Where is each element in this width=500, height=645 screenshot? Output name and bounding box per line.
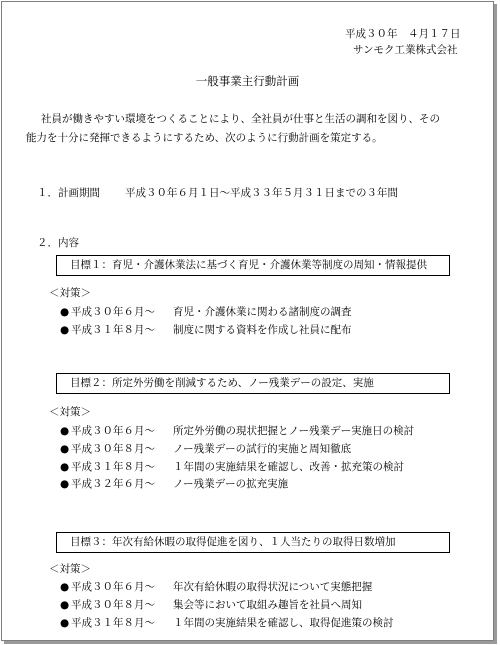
goal-1-box: 目標１：育児・介護休業法に基づく育児・介護休業等制度の周知・情報提供 [56, 255, 450, 276]
bullet-icon: ● [60, 443, 70, 455]
goal-3-measures-label: ＜対策＞ [49, 563, 91, 575]
list-item [60, 582, 372, 593]
measure-start: 平成３０年６月～ [71, 306, 155, 318]
goal-3-box: 目標３：年次有給休暇の取得促進を図り、１人当たりの取得日数増加 [56, 532, 450, 553]
contents-heading: ２．内容 [37, 237, 79, 249]
goal-2-measures-label: ＜対策＞ [49, 406, 91, 418]
bullet-icon: ● [60, 617, 70, 629]
list-item [60, 444, 351, 455]
list-item [60, 600, 362, 611]
bullet-icon: ● [60, 599, 70, 611]
list-item [60, 618, 394, 629]
measure-text: ノー残業デーの拡充実施 [173, 478, 289, 490]
plan-period [37, 188, 398, 199]
intro-line-1: 社員が働きやすい環境をつくることにより、全社員が仕事と生活の調和を図り、その [41, 113, 440, 125]
list-item [60, 325, 352, 336]
measure-text: ノー残業デーの試行的実施と周知徹底 [173, 443, 352, 455]
list-item [60, 307, 352, 318]
bullet-icon: ● [60, 581, 70, 593]
measure-start: 平成３１年８月～ [71, 324, 155, 336]
measure-start: 平成３１年８月～ [71, 617, 155, 629]
intro-line-2: 能力を十分に発揮できるようにするため、次のように行動計画を策定する。 [26, 132, 383, 144]
document-title: 一般事業主行動計画 [195, 74, 300, 88]
company-name: サンモク工業株式会社 [353, 44, 458, 56]
measure-text: 年次有給休暇の取得状況について実態把握 [173, 581, 373, 593]
measure-start: 平成３０年８月～ [71, 599, 155, 611]
document-page [1, 1, 494, 641]
bullet-icon: ● [60, 478, 70, 490]
measure-text: １年間の実施結果を確認し、取得促進策の検討 [173, 617, 394, 629]
measure-text: 所定外労働の現状把握とノー残業デー実施日の検討 [173, 425, 415, 437]
measure-start: 平成３０年８月～ [71, 443, 155, 455]
measure-start: 平成３０年６月～ [71, 425, 155, 437]
plan-period-label: １．計画期間 [37, 187, 100, 199]
measure-text: 制度に関する資料を作成し社員に配布 [173, 324, 352, 336]
goal-1-measures-label: ＜対策＞ [49, 287, 91, 299]
document-date: 平成３０年 ４月１７日 [345, 28, 461, 40]
goal-2-box: 目標２：所定外労働を削減するため、ノー残業デーの設定、実施 [56, 373, 450, 394]
bullet-icon: ● [60, 306, 70, 318]
measure-text: 育児・介護休業に関わる諸制度の調査 [173, 306, 352, 318]
bullet-icon: ● [60, 324, 70, 336]
list-item [60, 479, 288, 490]
plan-period-value: 平成３０年６月１日～平成３３年５月３１日までの３年間 [125, 187, 398, 199]
list-item [60, 462, 404, 473]
measure-start: 平成３０年６月～ [71, 581, 155, 593]
bullet-icon: ● [60, 425, 70, 437]
bullet-icon: ● [60, 461, 70, 473]
measure-start: 平成３１年８月～ [71, 461, 155, 473]
list-item [60, 426, 414, 437]
measure-text: １年間の実施結果を確認し、改善・拡充策の検討 [173, 461, 404, 473]
measure-start: 平成３２年６月～ [71, 478, 155, 490]
measure-text: 集会等において取組み趣旨を社員へ周知 [173, 599, 362, 611]
